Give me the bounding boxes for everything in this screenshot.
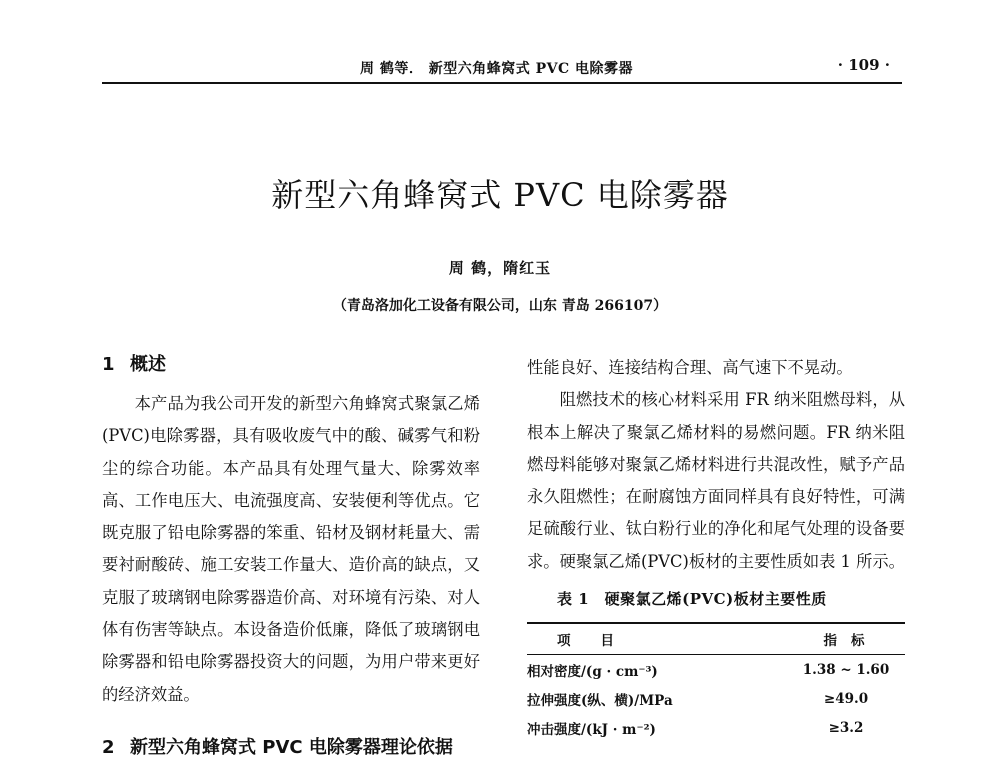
affiliation: （青岛洛加化工设备有限公司，山东 青岛 266107）: [332, 298, 668, 314]
running-header: [102, 52, 902, 84]
table-cell-value: ≥3.2: [828, 719, 864, 736]
table-header-item: 项目: [527, 623, 787, 655]
continuation-paragraph: 性能良好、连接结构合理、高气速下不晃动。: [527, 358, 853, 377]
table-header-row: [527, 623, 905, 655]
flame-retardant-paragraph: 阻燃技术的核心材料采用 FR 纳米阻燃母料，从根本上解决了聚氯乙烯材料的易燃问题。FR 纳米阻燃母料能够对聚氯乙烯材料进行共混改性，赋予产品永久阻燃性；在耐腐蚀方面同样具有良好特性，可满足硫酸行业、钛白粉行业的净化和尾气处理的设备要求。硬聚氯乙烯(PVC)板材的主要性质如表 1 所示。: [527, 390, 905, 571]
table-row: [527, 713, 905, 742]
section-1-title: 概述: [130, 354, 166, 375]
table-cell-value: 1.38 ~ 1.60: [802, 661, 890, 678]
table-header-value: 指标: [787, 623, 905, 655]
running-title: 周 鹤等． 新型六角蜂窝式 PVC 电除雾器: [360, 61, 634, 77]
table-cell-value: ≥49.0: [823, 690, 869, 707]
section-2-heading: [102, 735, 453, 761]
table-row: [527, 684, 905, 713]
table-cell-property: 冲击强度/(kJ · m⁻²): [527, 721, 656, 738]
section-1-number: 1: [102, 354, 115, 375]
table-cell-property: 拉伸强度(纵、横)/MPa: [527, 692, 673, 709]
page-number: · 109 ·: [837, 56, 890, 74]
properties-table: [527, 622, 905, 742]
table-cell-property: 相对密度/(g · cm⁻³): [527, 663, 658, 680]
section-1-paragraph: 本产品为我公司开发的新型六角蜂窝式聚氯乙烯(PVC)电除雾器，具有吸收废气中的酸、碱雾气和粉尘的综合功能。本产品具有处理气量大、除雾效率高、工作电压大、电流强度高、安装便利等优点。它既克服了铅电除雾器的笨重、铅材及钢材耗量大、需要衬耐酸砖、施工安装工作量大、造价高的缺点，又克服了玻璃钢电除雾器造价高、对环境有污染、对人体有伤害等缺点。本设备造价低廉，降低了玻璃钢电除雾器和铅电除雾器投资大的问题，为用户带来更好的经济效益。: [102, 394, 480, 704]
right-column: [527, 352, 905, 742]
section-1-heading: [102, 352, 480, 378]
section-2-number: 2: [102, 737, 115, 758]
left-column: [102, 352, 480, 758]
paper-title: 新型六角蜂窝式 PVC 电除雾器: [271, 176, 729, 214]
table-caption: 表 1 硬聚氯乙烯(PVC)板材主要性质: [557, 590, 827, 609]
section-2-title: 新型六角蜂窝式 PVC 电除雾器理论依据: [130, 737, 453, 758]
table-row: [527, 655, 905, 685]
authors: 周 鹤，隋红玉: [448, 259, 552, 277]
